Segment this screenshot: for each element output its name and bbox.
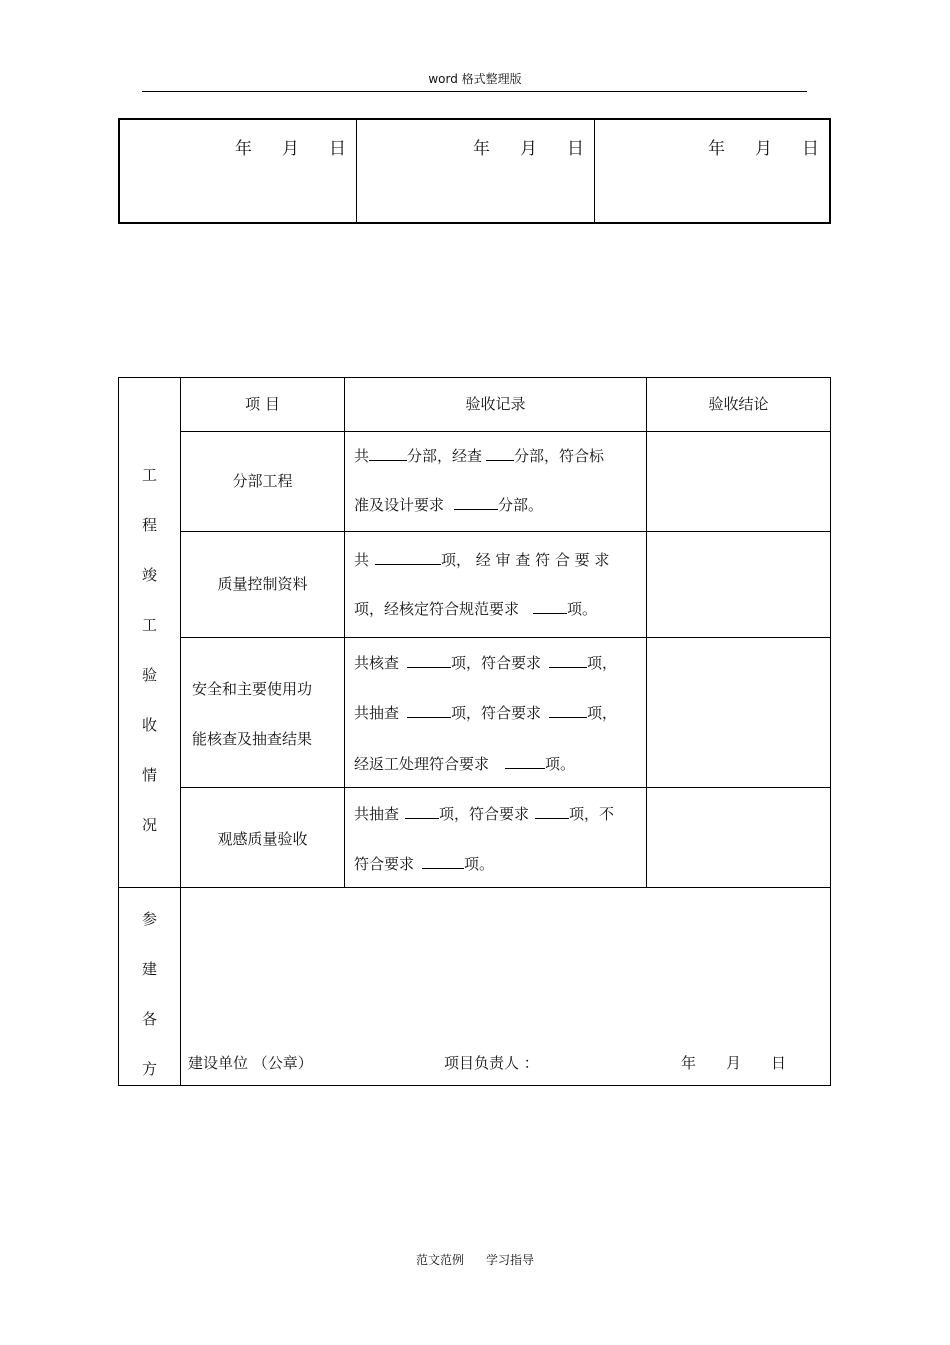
construction-unit-seal: 建设单位 （公章） bbox=[188, 1054, 313, 1072]
date-month: 月 bbox=[282, 139, 299, 159]
row-item-safety-check: 安全和主要使用功 bbox=[192, 680, 313, 698]
record-text: 项，符合要求 bbox=[439, 805, 530, 823]
row-record-line bbox=[354, 757, 575, 772]
date-month: 月 bbox=[520, 139, 537, 159]
record-text: 项。 bbox=[464, 855, 495, 873]
header-conclusion: 验收结论 bbox=[708, 395, 769, 413]
record-text: 项。 bbox=[545, 755, 576, 773]
header-record: 验收记录 bbox=[465, 395, 526, 413]
fill-blank[interactable] bbox=[505, 766, 545, 769]
label-char: 验 bbox=[141, 666, 157, 684]
label-char: 各 bbox=[141, 1010, 157, 1028]
date-day: 日 bbox=[802, 139, 819, 159]
page-header-title: word 格式整理版 bbox=[428, 72, 522, 86]
label-char: 况 bbox=[141, 816, 157, 834]
date-day: 日 bbox=[771, 1054, 787, 1072]
fill-blank[interactable] bbox=[533, 611, 567, 614]
label-char: 建 bbox=[141, 960, 157, 978]
fill-blank[interactable] bbox=[486, 458, 514, 461]
date-month: 月 bbox=[755, 139, 772, 159]
signature-date-table bbox=[118, 118, 831, 224]
grid-line bbox=[646, 378, 647, 887]
label-char: 工 bbox=[141, 616, 157, 634]
row-item-safety-check-cont: 能核查及抽查结果 bbox=[192, 730, 313, 748]
grid-line bbox=[180, 431, 830, 432]
record-text: 共抽查 bbox=[354, 704, 400, 722]
date-day: 日 bbox=[567, 139, 584, 159]
row-record-line bbox=[354, 706, 617, 721]
grid-line bbox=[180, 637, 830, 638]
record-text: 共 bbox=[354, 551, 370, 569]
date-year: 年 bbox=[708, 139, 725, 159]
project-leader-label: 项目负责人 ： bbox=[444, 1054, 539, 1072]
footer-left: 范文范例 bbox=[415, 1253, 464, 1267]
date-cell-3 bbox=[595, 120, 829, 222]
record-text: 项，不 bbox=[569, 805, 615, 823]
header-item: 项 目 bbox=[245, 395, 280, 413]
record-text: 项，经核定符合规范要求 bbox=[354, 600, 520, 618]
date-day: 日 bbox=[329, 139, 346, 159]
date-line-2 bbox=[473, 134, 584, 159]
fill-blank[interactable] bbox=[422, 866, 464, 869]
fill-blank[interactable] bbox=[454, 507, 498, 510]
fill-blank[interactable] bbox=[407, 665, 451, 668]
label-char: 程 bbox=[141, 516, 157, 534]
record-text: 项，符合要求 bbox=[451, 654, 542, 672]
date-cell-1 bbox=[120, 120, 357, 222]
record-text: 项，符合要求 bbox=[451, 704, 542, 722]
acceptance-table bbox=[118, 377, 831, 1086]
row-record-line bbox=[354, 602, 597, 617]
footer-right: 学习指导 bbox=[486, 1253, 535, 1267]
record-text: 经返工处理符合要求 bbox=[354, 755, 490, 773]
label-char: 方 bbox=[141, 1060, 157, 1078]
record-text: 共抽查 bbox=[354, 805, 400, 823]
page-footer bbox=[0, 1251, 950, 1268]
section-label-completion-acceptance bbox=[119, 450, 180, 850]
record-text: 项， bbox=[587, 654, 618, 672]
grid-line bbox=[180, 531, 830, 532]
date-line-1 bbox=[235, 134, 346, 159]
header-divider bbox=[142, 91, 807, 92]
section-label-participants bbox=[119, 894, 180, 1094]
record-text: 共 bbox=[354, 447, 370, 465]
grid-line bbox=[344, 378, 345, 887]
record-text: 分部，经查 bbox=[407, 447, 483, 465]
row-item-sub-projects: 分部工程 bbox=[232, 472, 293, 490]
fill-blank[interactable] bbox=[375, 562, 441, 565]
fill-blank[interactable] bbox=[549, 715, 587, 718]
row-item-appearance-quality: 观感质量验收 bbox=[217, 830, 308, 848]
date-line-3 bbox=[708, 134, 819, 159]
date-month: 月 bbox=[726, 1054, 742, 1072]
grid-line bbox=[180, 787, 830, 788]
record-text: 共核查 bbox=[354, 654, 400, 672]
fill-blank[interactable] bbox=[549, 665, 587, 668]
date-year: 年 bbox=[681, 1054, 697, 1072]
fill-blank[interactable] bbox=[535, 816, 569, 819]
record-text: 项， 经 审 查 符 合 要 求 bbox=[441, 551, 610, 569]
date-cell-2 bbox=[357, 120, 595, 222]
record-text: 分部，符合标 bbox=[514, 447, 605, 465]
label-char: 竣 bbox=[141, 566, 157, 584]
label-char: 收 bbox=[141, 716, 157, 734]
fill-blank[interactable] bbox=[405, 816, 439, 819]
row-record-line bbox=[354, 656, 617, 671]
date-year: 年 bbox=[473, 139, 490, 159]
date-year: 年 bbox=[235, 139, 252, 159]
record-text: 分部。 bbox=[498, 496, 544, 514]
fill-blank[interactable] bbox=[407, 715, 451, 718]
grid-line bbox=[119, 887, 830, 888]
participants-date bbox=[681, 1056, 786, 1071]
record-text: 项。 bbox=[567, 600, 598, 618]
row-item-quality-docs: 质量控制资料 bbox=[217, 575, 308, 593]
row-record-line bbox=[354, 807, 614, 822]
record-text: 符合要求 bbox=[354, 855, 415, 873]
label-char: 工 bbox=[141, 466, 157, 484]
fill-blank[interactable] bbox=[369, 458, 407, 461]
row-record-line bbox=[354, 857, 494, 872]
row-record-line bbox=[354, 498, 543, 513]
row-record-line bbox=[354, 553, 609, 568]
record-text: 项， bbox=[587, 704, 618, 722]
record-text: 准及设计要求 bbox=[354, 496, 445, 514]
label-char: 参 bbox=[141, 910, 157, 928]
row-record-line bbox=[354, 449, 604, 464]
label-char: 情 bbox=[141, 766, 157, 784]
